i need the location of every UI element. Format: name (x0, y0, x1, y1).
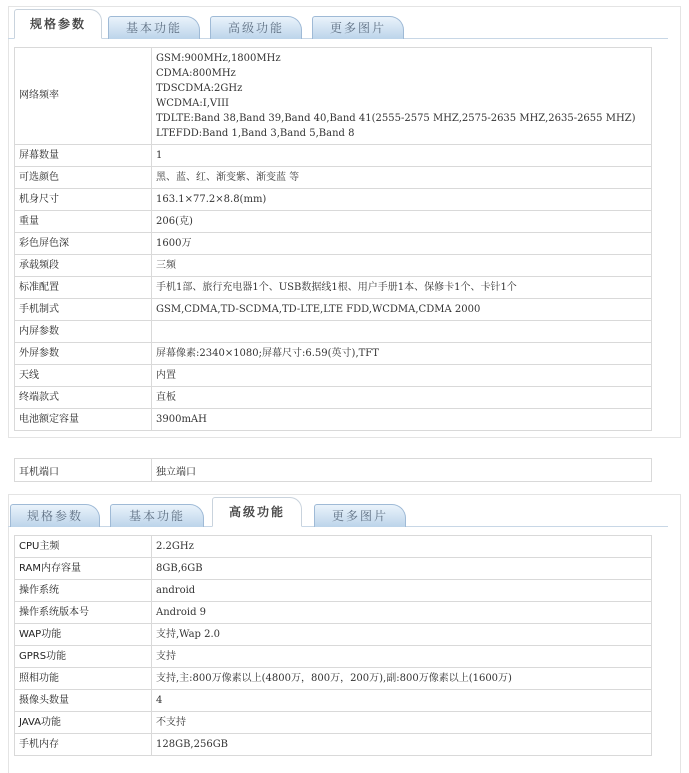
band-line: LTEFDD:Band 1,Band 3,Band 5,Band 8 (156, 128, 355, 139)
spec-value: 206(克) (152, 211, 652, 233)
spec-key: JAVA功能 (15, 712, 152, 734)
spec-value: 内置 (152, 365, 652, 387)
table-row (15, 211, 652, 233)
advanced-panel (8, 494, 668, 756)
tab-basic[interactable]: 基本功能 (108, 16, 200, 39)
spec-value: 支持 (152, 646, 652, 668)
spec-value: 163.1×77.2×8.8(mm) (152, 189, 652, 211)
tab-advanced[interactable]: 高级功能 (210, 16, 302, 39)
spec-key: 操作系统 (15, 580, 152, 602)
spec-value: Android 9 (152, 602, 652, 624)
spec-panel (8, 6, 668, 431)
table-row (15, 712, 652, 734)
spec-key: 可选颜色 (15, 167, 152, 189)
spec-value: 1 (152, 145, 652, 167)
spec-value: 1600万 (152, 233, 652, 255)
band-line: TDSCDMA:2GHz (156, 83, 243, 94)
band-line: GSM:900MHz,1800MHz (156, 53, 281, 64)
spec-key: 摄像头数量 (15, 690, 152, 712)
table-row (15, 734, 652, 756)
spec-key: WAP功能 (15, 624, 152, 646)
spec-key: 彩色屏色深 (15, 233, 152, 255)
spec-value: 支持,Wap 2.0 (152, 624, 652, 646)
spec-key: 手机制式 (15, 299, 152, 321)
band-line: TDLTE:Band 38,Band 39,Band 40,Band 41(2555-2575 MHZ,2575-2635 MHZ,2635-2655 MHZ) (156, 113, 636, 124)
table-row (15, 299, 652, 321)
spec-key: RAM内存容量 (15, 558, 152, 580)
spec-value: 独立端口 (152, 459, 652, 482)
spec-value: 2.2GHz (152, 536, 652, 558)
band-line: WCDMA:I,VIII (156, 98, 229, 109)
spec-key: GPRS功能 (15, 646, 152, 668)
tab-bar (8, 494, 668, 527)
spec-value: 手机1部、旅行充电器1个、USB数据线1根、用户手册1本、保修卡1个、卡针1个 (152, 277, 652, 299)
spec-table (14, 47, 652, 431)
spec-value: android (152, 580, 652, 602)
table-row (15, 580, 652, 602)
tab-more-images[interactable]: 更多图片 (314, 504, 406, 527)
table-row (15, 646, 652, 668)
table-row (15, 145, 652, 167)
table-row (15, 233, 652, 255)
spec-key: 屏幕数量 (15, 145, 152, 167)
spec-value: 3900mAH (152, 409, 652, 431)
spec-key: 耳机端口 (15, 459, 152, 482)
spec-value: 8GB,6GB (152, 558, 652, 580)
spec-key: 照相功能 (15, 668, 152, 690)
earphone-row-table (14, 458, 652, 482)
table-row (15, 189, 652, 211)
spec-value: GSM,CDMA,TD-SCDMA,TD-LTE,LTE FDD,WCDMA,CDMA 2000 (152, 299, 652, 321)
table-row (15, 255, 652, 277)
table-row (15, 409, 652, 431)
spec-value: 不支持 (152, 712, 652, 734)
network-bands (152, 48, 652, 145)
table-row (15, 365, 652, 387)
table-row (15, 690, 652, 712)
table-row (15, 387, 652, 409)
tab-basic[interactable]: 基本功能 (110, 504, 204, 527)
tab-specs[interactable]: 规格参数 (10, 504, 100, 527)
tab-advanced[interactable]: 高级功能 (212, 497, 302, 527)
spec-value: 黑、蓝、红、渐变紫、渐变蓝 等 (152, 167, 652, 189)
table-row (15, 343, 652, 365)
spec-key: 天线 (15, 365, 152, 387)
tab-bar (8, 6, 668, 39)
spec-key: 重量 (15, 211, 152, 233)
spec-key: 网络频率 (15, 48, 152, 145)
spec-key: 手机内存 (15, 734, 152, 756)
tab-more-images[interactable]: 更多图片 (312, 16, 404, 39)
spec-key: 机身尺寸 (15, 189, 152, 211)
spec-key: 承载频段 (15, 255, 152, 277)
spec-key: 操作系统版本号 (15, 602, 152, 624)
spec-key: 终端款式 (15, 387, 152, 409)
table-row (15, 277, 652, 299)
advanced-spec-table (14, 535, 652, 756)
table-row (15, 48, 652, 145)
spec-value: 屏幕像素:2340×1080;屏幕尺寸:6.59(英寸),TFT (152, 343, 652, 365)
tab-specs[interactable]: 规格参数 (14, 9, 102, 39)
table-row (15, 624, 652, 646)
table-row (15, 459, 652, 482)
table-row (15, 167, 652, 189)
spec-key: 内屏参数 (15, 321, 152, 343)
spec-key: 外屏参数 (15, 343, 152, 365)
spec-value: 支持,主:800万像素以上(4800万，800万，200万),副:800万像素以上(1600万) (152, 668, 652, 690)
spec-value: 直板 (152, 387, 652, 409)
band-line: CDMA:800MHz (156, 68, 236, 79)
spec-value: 三频 (152, 255, 652, 277)
table-row (15, 668, 652, 690)
spec-key: 标准配置 (15, 277, 152, 299)
spec-key: CPU主频 (15, 536, 152, 558)
spec-key: 电池额定容量 (15, 409, 152, 431)
spec-value: 4 (152, 690, 652, 712)
spec-value (152, 321, 652, 343)
table-row (15, 536, 652, 558)
table-row (15, 558, 652, 580)
spec-value: 128GB,256GB (152, 734, 652, 756)
table-row (15, 321, 652, 343)
table-row (15, 602, 652, 624)
